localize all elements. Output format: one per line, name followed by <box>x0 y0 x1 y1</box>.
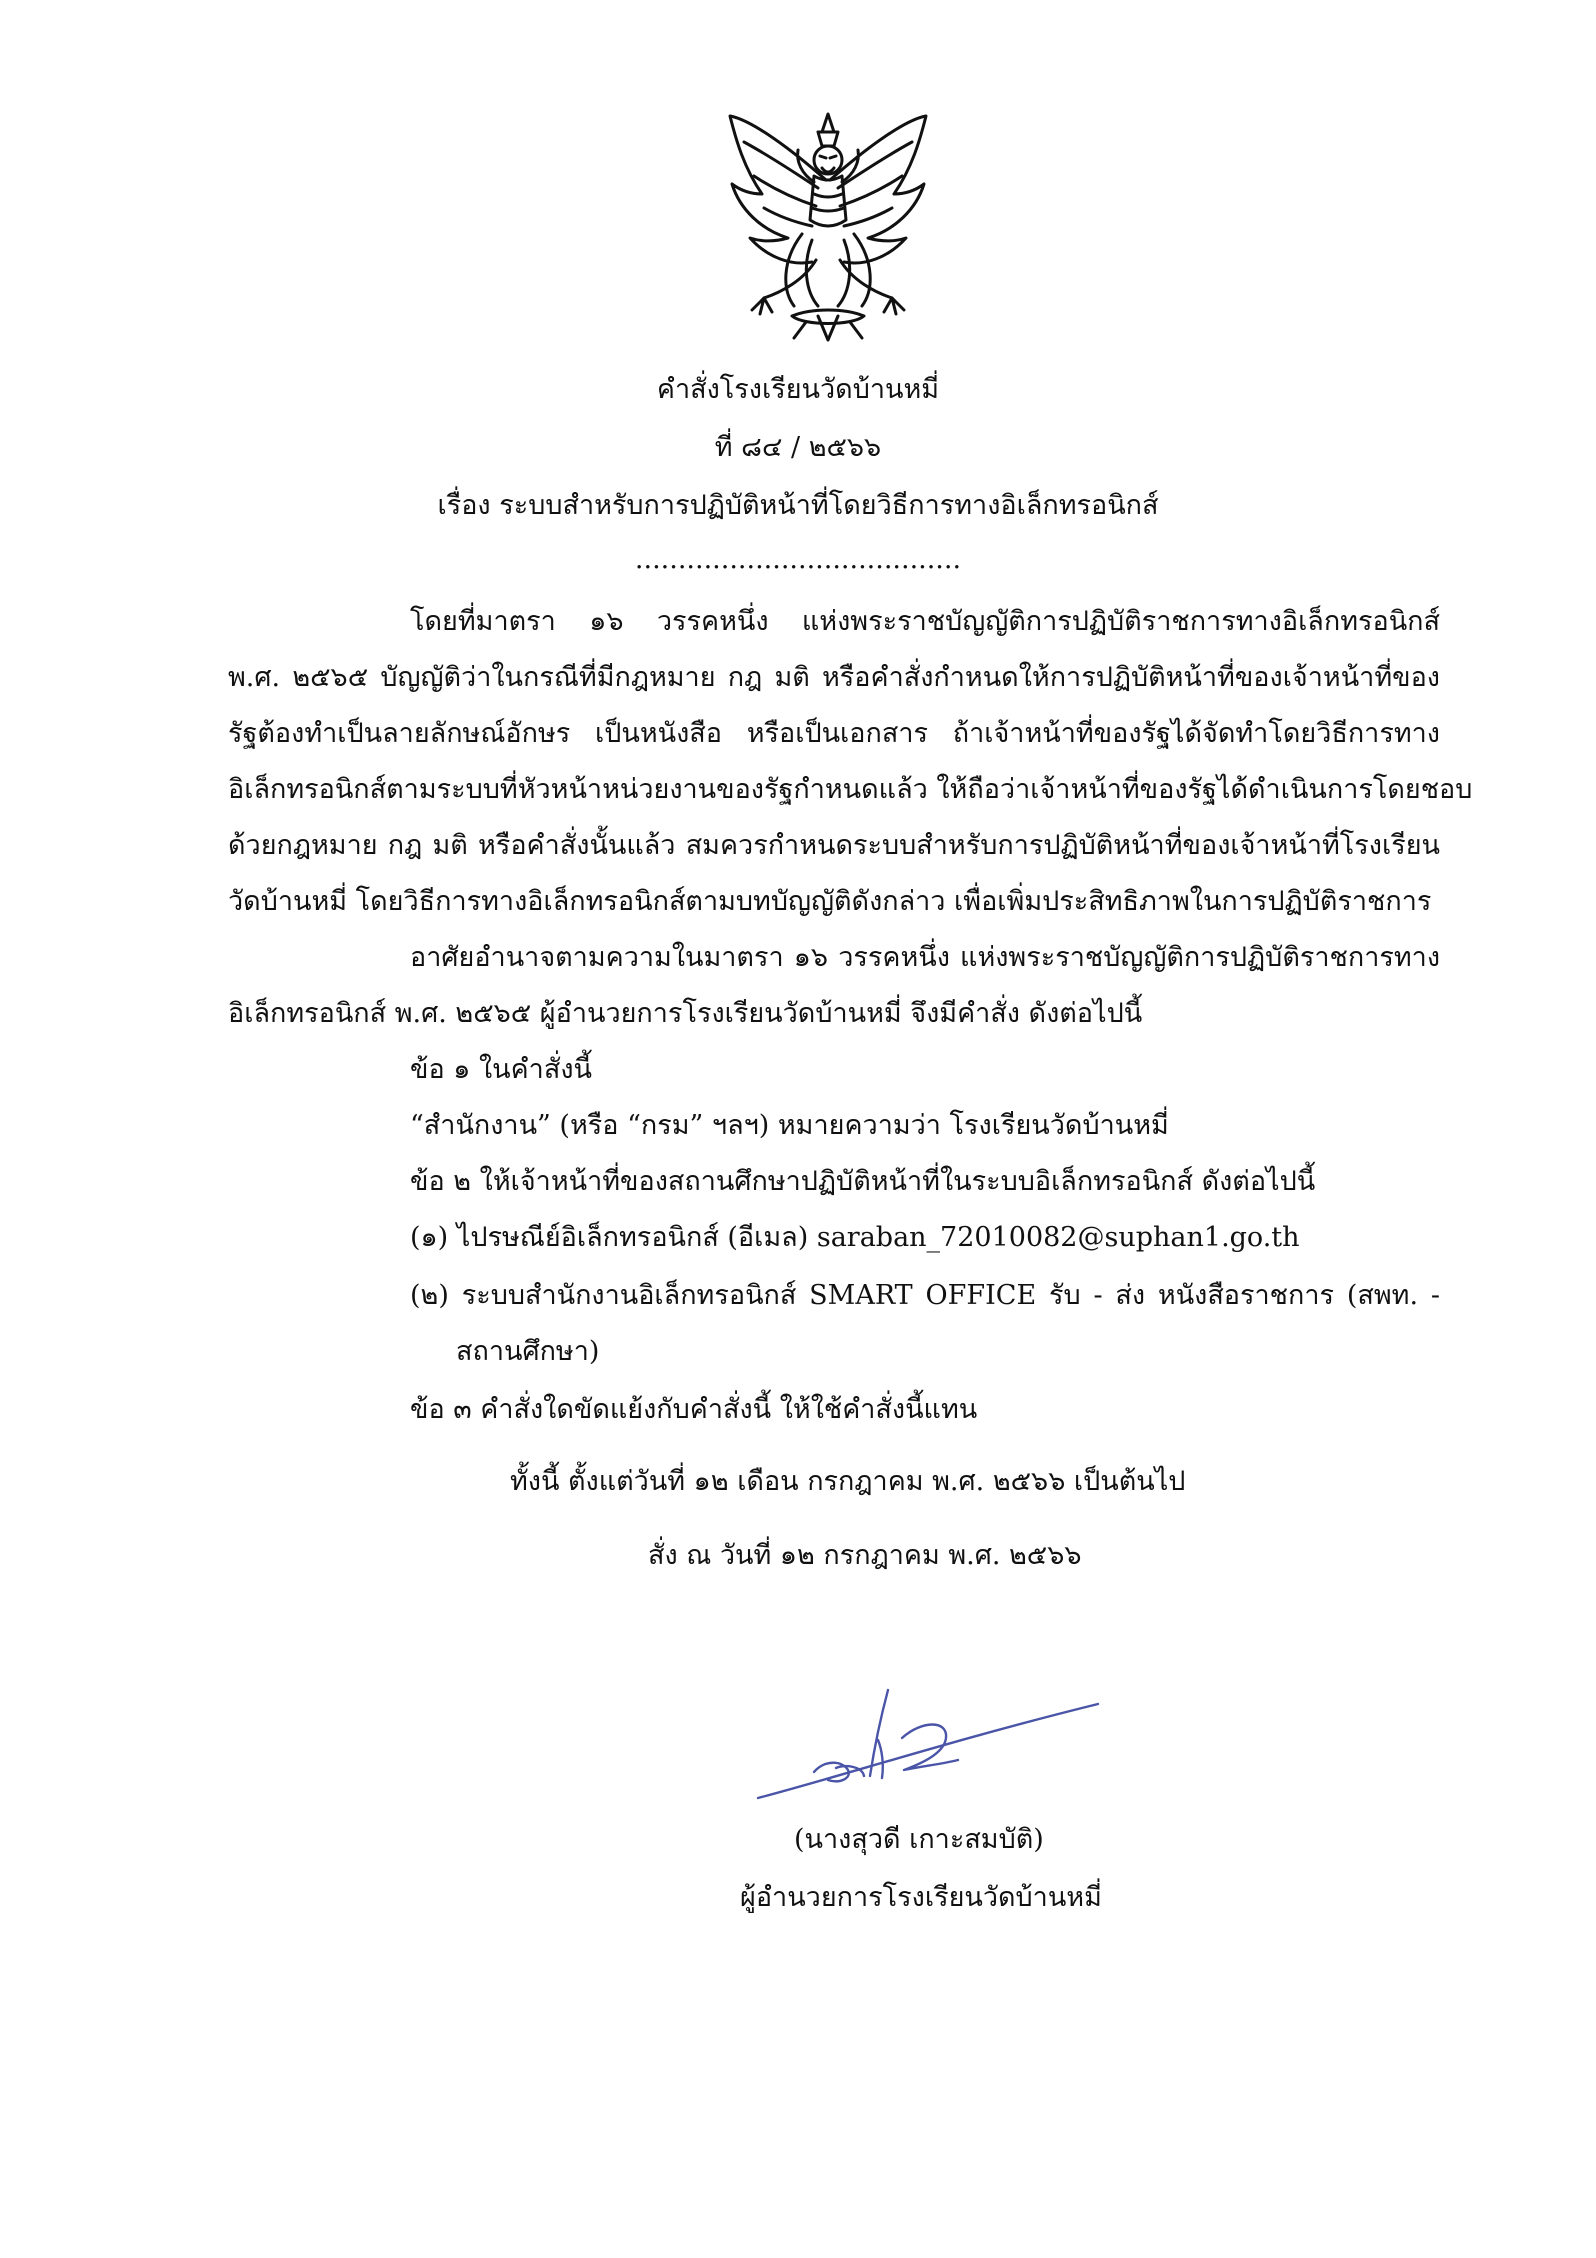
signatory-position: ผู้อำนวยการโรงเรียนวัดบ้านหมี่ <box>740 1882 1102 1913</box>
handwritten-signature-icon <box>752 1680 1112 1810</box>
signatory-name: (นางสุวดี เกาะสมบัติ) <box>794 1824 1044 1855</box>
clause-2-item-2-continued: สถานศึกษา) <box>456 1336 600 1367</box>
garuda-emblem-icon <box>722 110 934 346</box>
order-date: สั่ง ณ วันที่ ๑๒ กรกฎาคม พ.ศ. ๒๕๖๖ <box>648 1540 1082 1571</box>
clause-2-item-2: (๒) ระบบสำนักงานอิเล็กทรอนิกส์ SMART OFFICE รับ - ส่ง หนังสือราชการ (สพท. - <box>410 1280 1440 1311</box>
paragraph-line: พ.ศ. ๒๕๖๕ บัญญัติว่าในกรณีที่มีกฎหมาย กฎ มติ หรือคำสั่งกำหนดให้การปฏิบัติหน้าที่ของเจ้าหน้าที่ของ <box>228 662 1440 693</box>
document-subject: เรื่อง ระบบสำหรับการปฏิบัติหน้าที่โดยวิธีการทางอิเล็กทรอนิกส์ <box>437 490 1159 521</box>
clause-2: ข้อ ๒ ให้เจ้าหน้าที่ของสถานศึกษาปฏิบัติหน้าที่ในระบบอิเล็กทรอนิกส์ ดังต่อไปนี้ <box>410 1166 1316 1197</box>
document-number: ที่ ๘๔ / ๒๕๖๖ <box>714 432 882 463</box>
effective-date: ทั้งนี้ ตั้งแต่วันที่ ๑๒ เดือน กรกฎาคม พ.ศ. ๒๕๖๖ เป็นต้นไป <box>510 1466 1186 1497</box>
paragraph-line: วัดบ้านหมี่ โดยวิธีการทางอิเล็กทรอนิกส์ตามบทบัญญัติดังกล่าว เพื่อเพิ่มประสิทธิภาพในการปฏิบัติราชการ <box>228 886 1432 917</box>
clause-1: ข้อ ๑ ในคำสั่งนี้ <box>410 1054 592 1085</box>
clause-2-item-1: (๑) ไปรษณีย์อิเล็กทรอนิกส์ (อีเมล) saraban_72010082@suphan1.go.th <box>410 1222 1300 1253</box>
paragraph-line: อาศัยอำนาจตามความในมาตรา ๑๖ วรรคหนึ่ง แห่งพระราชบัญญัติการปฏิบัติราชการทาง <box>410 942 1440 973</box>
clause-3: ข้อ ๓ คำสั่งใดขัดแย้งกับคำสั่งนี้ ให้ใช้คำสั่งนี้แทน <box>410 1394 978 1425</box>
paragraph-line: โดยที่มาตรา ๑๖ วรรคหนึ่ง แห่งพระราชบัญญัติการปฏิบัติราชการทางอิเล็กทรอนิกส์ <box>410 606 1440 637</box>
paragraph-line: อิเล็กทรอนิกส์ตามระบบที่หัวหน้าหน่วยงานของรัฐกำหนดแล้ว ให้ถือว่าเจ้าหน้าที่ของรัฐได้ดำเนินการโดยชอบ <box>228 774 1473 805</box>
separator-dots: ...................................... <box>634 544 962 575</box>
document-title: คำสั่งโรงเรียนวัดบ้านหมี่ <box>656 374 940 405</box>
paragraph-line: ด้วยกฎหมาย กฎ มติ หรือคำสั่งนั้นแล้ว สมควรกำหนดระบบสำหรับการปฏิบัติหน้าที่ของเจ้าหน้าที่โรงเรียน <box>228 830 1440 861</box>
paragraph-line: อิเล็กทรอนิกส์ พ.ศ. ๒๕๖๕ ผู้อำนวยการโรงเรียนวัดบ้านหมี่ จึงมีคำสั่ง ดังต่อไปนี้ <box>228 998 1143 1029</box>
clause-1-definition: “สำนักงาน” (หรือ “กรม” ฯลฯ) หมายความว่า โรงเรียนวัดบ้านหมี่ <box>410 1110 1169 1141</box>
paragraph-line: รัฐต้องทำเป็นลายลักษณ์อักษร เป็นหนังสือ หรือเป็นเอกสาร ถ้าเจ้าหน้าที่ของรัฐได้จัดทำโดยวิธีการทาง <box>228 718 1440 749</box>
